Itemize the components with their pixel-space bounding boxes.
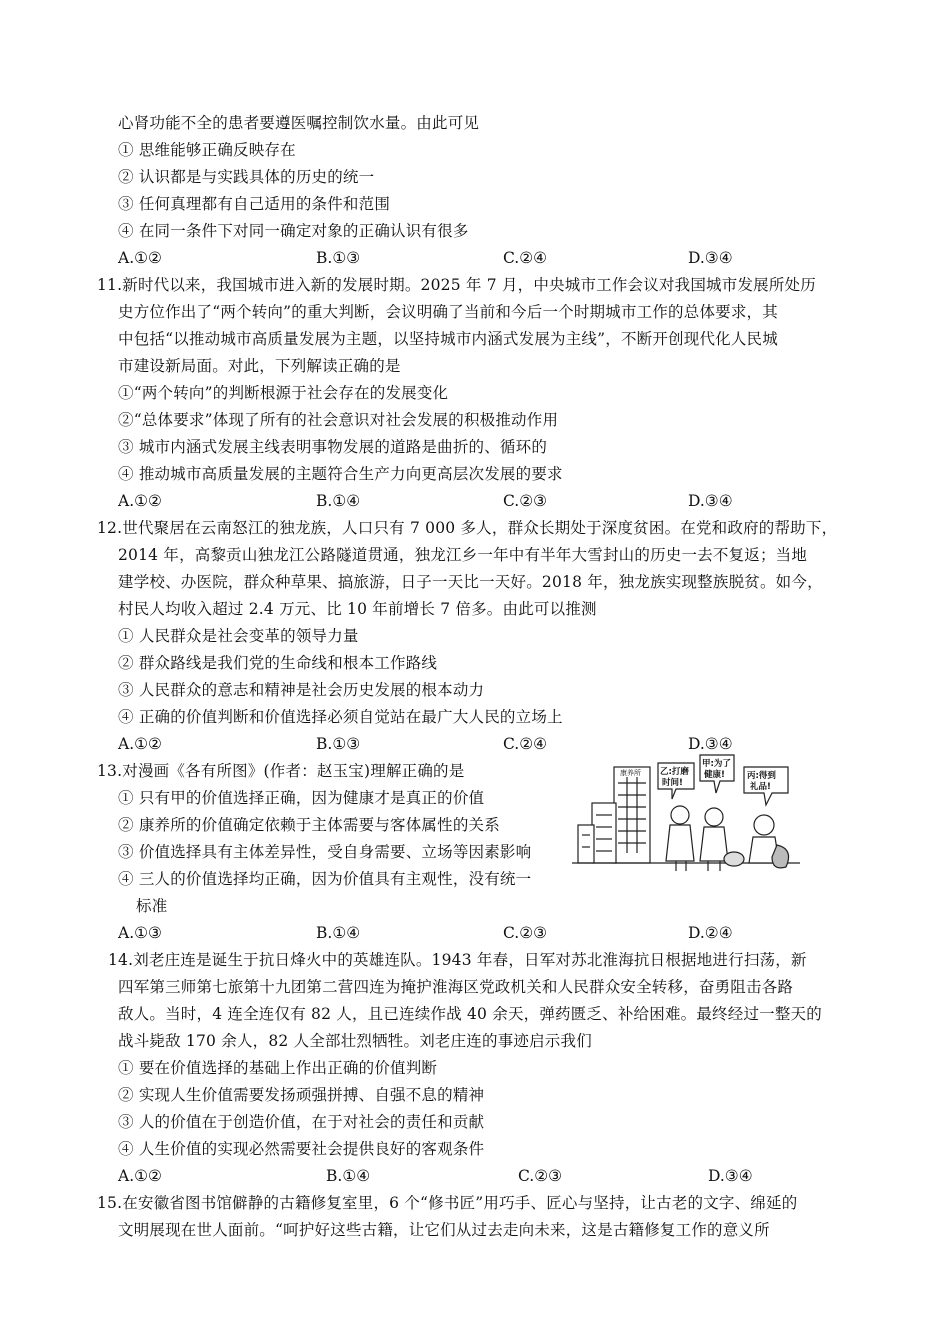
cartoon-bubble-jia-2: 健康!: [704, 770, 725, 780]
q13-item-4: ④ 三人的价值选择均正确，因为价值具有主观性，没有统一: [118, 870, 532, 888]
q12-option-d[interactable]: D.③④: [688, 735, 733, 753]
q12-item-2: ② 群众路线是我们党的生命线和根本工作路线: [118, 654, 438, 672]
q10-item-3: ③ 任何真理都有自己适用的条件和范围: [118, 195, 391, 213]
q11-item-1: ①“两个转向”的判断根源于社会存在的发展变化: [118, 384, 449, 402]
q12-option-a[interactable]: A.①②: [118, 735, 162, 753]
q11-option-c[interactable]: C.②③: [503, 492, 548, 510]
q11-option-d[interactable]: D.③④: [688, 492, 733, 510]
q12-options: [118, 733, 818, 755]
q14-item-1: ① 要在价值选择的基础上作出正确的价值判断: [118, 1059, 438, 1077]
q10-option-d[interactable]: D.③④: [688, 249, 733, 267]
q10-options: [118, 247, 818, 269]
cartoon-building-sign: 康养所: [620, 769, 641, 777]
q12-option-c[interactable]: C.②④: [503, 735, 548, 753]
q15-stem-line-2: 文明展现在世人面前。“呵护好这些古籍，让它们从过去走向未来，这是古籍修复工作的意义所: [118, 1221, 770, 1239]
q13-item-1: ① 只有甲的价值选择正确，因为健康才是真正的价值: [118, 789, 485, 807]
q11-stem-line-2: 史方位作出了“两个转向”的重大判断，会议明确了当前和今后一个时期城市工作的总体要求，其: [118, 303, 778, 321]
q14-option-d[interactable]: D.③④: [708, 1167, 753, 1185]
q10-item-1: ① 思维能够正确反映存在: [118, 141, 296, 159]
q12-stem-line-4: 村民人均收入超过 2.4 万元、比 10 年前增长 7 倍多。由此可以推测: [118, 600, 597, 618]
q11-options: [118, 490, 818, 512]
q13-option-a[interactable]: A.①③: [118, 924, 162, 942]
q14-option-c[interactable]: C.②③: [518, 1167, 563, 1185]
cartoon-bubble-yi-1: 乙:打磨: [660, 767, 689, 777]
q14-options: [118, 1165, 818, 1187]
q14-stem-line-4: 战斗毙敌 170 余人，82 人全部壮烈牺牲。刘老庄连的事迹启示我们: [118, 1032, 592, 1050]
q14-option-a[interactable]: A.①②: [118, 1167, 162, 1185]
q12-item-1: ① 人民群众是社会变革的领导力量: [118, 627, 359, 645]
q11-item-3: ③ 城市内涵式发展主线表明事物发展的道路是曲折的、循环的: [118, 438, 548, 456]
q11-option-a[interactable]: A.①②: [118, 492, 162, 510]
q14-item-3: ③ 人的价值在于创造价值，在于对社会的责任和贡献: [118, 1113, 485, 1131]
q11-stem-line-3: 中包括“以推动城市高质量发展为主题，以坚持城市内涵式发展为主线”，不断开创现代化人民城: [118, 330, 778, 348]
q10-item-2: ② 认识都是与实践具体的历史的统一: [118, 168, 375, 186]
q13-cartoon: [572, 753, 800, 875]
cartoon-bubble-bing-1: 丙:得到: [747, 771, 776, 781]
q12-stem-line-3: 建学校、办医院，群众种草果、搞旅游，日子一天比一天好。2018 年，独龙族实现整族脱贫。如今，: [118, 573, 823, 591]
q13-item-4-cont: 标准: [136, 897, 168, 915]
q13-option-c[interactable]: C.②③: [503, 924, 548, 942]
q14-stem-line-2: 四军第三师第七旅第十九团第二营四连为掩护淮海区党政机关和人民群众安全转移，奋勇阻击各路: [118, 978, 794, 996]
q14-option-b[interactable]: B.①④: [326, 1167, 371, 1185]
q13-stem: 13.对漫画《各有所图》(作者：赵玉宝)理解正确的是: [97, 762, 465, 780]
q13-options: [118, 922, 818, 944]
cartoon-bubble-bing-2: 礼品!: [750, 782, 771, 792]
cartoon-bubble-jia-1: 甲:为了: [702, 759, 731, 769]
q13-item-2: ② 康养所的价值确定依赖于主体需要与客体属性的关系: [118, 816, 500, 834]
q14-item-2: ② 实现人生价值需要发扬顽强拼搏、自强不息的精神: [118, 1086, 485, 1104]
q12-stem-line-2: 2014 年，高黎贡山独龙江公路隧道贯通，独龙江乡一年中有半年大雪封山的历史一去不复返；当地: [118, 546, 808, 564]
q13-option-d[interactable]: D.②④: [688, 924, 733, 942]
q14-stem-line-3: 敌人。当时，4 连全连仅有 82 人，且已连续作战 40 余天，弹药匮乏、补给困难。最终经过一整天的: [118, 1005, 822, 1023]
q11-item-2: ②“总体要求”体现了所有的社会意识对社会发展的积极推动作用: [118, 411, 559, 429]
q10-item-4: ④ 在同一条件下对同一确定对象的正确认识有很多: [118, 222, 469, 240]
q12-item-3: ③ 人民群众的意志和精神是社会历史发展的根本动力: [118, 681, 485, 699]
q10-option-b[interactable]: B.①③: [316, 249, 361, 267]
q12-option-b[interactable]: B.①③: [316, 735, 361, 753]
q13-option-b[interactable]: B.①④: [316, 924, 361, 942]
q11-stem-line-1: 11.新时代以来，我国城市进入新的发展时期。2025 年 7 月，中央城市工作会议对我国城市发展所处历: [97, 276, 816, 294]
q15-stem-line-1: 15.在安徽省图书馆僻静的古籍修复室里，6 个“修书匠”用巧手、匠心与坚持，让古老的文字、绵延的: [97, 1194, 798, 1212]
q10-option-c[interactable]: C.②④: [503, 249, 548, 267]
q13-item-3: ③ 价值选择具有主体差异性，受自身需要、立场等因素影响: [118, 843, 532, 861]
q11-item-4: ④ 推动城市高质量发展的主题符合生产力向更高层次发展的要求: [118, 465, 563, 483]
q12-item-4: ④ 正确的价值判断和价值选择必须自觉站在最广大人民的立场上: [118, 708, 563, 726]
q11-stem-line-4: 市建设新局面。对此，下列解读正确的是: [118, 357, 401, 375]
q12-stem-line-1: 12.世代聚居在云南怒江的独龙族，人口只有 7 000 多人，群众长期处于深度贫困。在党和政府的帮助下，: [97, 519, 838, 537]
q11-option-b[interactable]: B.①④: [316, 492, 361, 510]
q10-stem: 心肾功能不全的患者要遵医嘱控制饮水量。由此可见: [118, 114, 480, 132]
q14-item-4: ④ 人生价值的实现必然需要社会提供良好的客观条件: [118, 1140, 485, 1158]
q10-option-a[interactable]: A.①②: [118, 249, 162, 267]
q14-stem-line-1: 14.刘老庄连是诞生于抗日烽火中的英雄连队。1943 年春，日军对苏北淮海抗日根据地进行扫荡，新: [108, 951, 807, 969]
cartoon-bubble-yi-2: 时间!: [662, 778, 683, 788]
